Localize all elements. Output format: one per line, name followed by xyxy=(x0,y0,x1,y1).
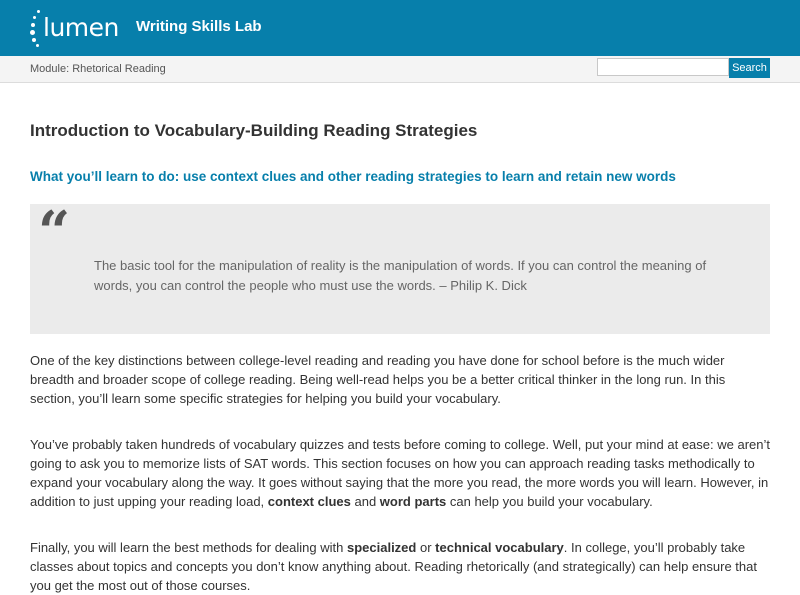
paragraph-vocabulary xyxy=(30,435,772,511)
lumen-logo[interactable] xyxy=(30,10,119,48)
paragraph-text: . In college, you’ll probably take classes about topics and concepts you don’t know anything about. Reading rhetorically (and strategically) can help ensure that you get the most out of those courses. xyxy=(30,540,757,593)
term-specialized: specialized xyxy=(346,540,417,555)
blockquote xyxy=(30,199,770,334)
page-title: Introduction to Vocabulary-Building Reading Strategies xyxy=(30,121,478,140)
term-technical-vocabulary: technical vocabulary xyxy=(435,540,564,555)
quote-icon: “ xyxy=(38,199,71,265)
logo-text: lumen xyxy=(43,13,119,42)
search-button[interactable]: Search xyxy=(729,58,770,78)
paragraph-text: and xyxy=(350,494,380,509)
term-word-parts: word parts xyxy=(379,494,447,509)
module-breadcrumb[interactable]: Module: Rhetorical Reading xyxy=(30,63,166,75)
term-context-clues: context clues xyxy=(267,494,351,509)
top-header xyxy=(0,0,800,56)
logo-dots-icon xyxy=(30,10,42,48)
quote-text: The basic tool for the manipulation of reality is the manipulation of words. If you can control the meaning of words, you can control the people who must use the words. – Philip K. Dick xyxy=(94,258,707,293)
paragraph-intro: One of the key distinctions between college-level reading and reading you have done for school before is the much wider breadth and broader scope of college reading. Being well-read helps you be a better critical thinker in the long run. In this section, you’ll learn some specific strategies for helping you build your vocabulary. xyxy=(30,353,726,406)
paragraph-text: You’ve probably taken hundreds of vocabulary quizzes and tests before coming to college. Well, put your mind at ease: we aren’t going to ask you to memorize lists of SAT words. This section focuses on how you can approach reading tasks methodically to expand your vocabulary along the way. It goes without saying that the more you read, the more words you will learn. However, in addition to just upping your reading load, xyxy=(30,437,770,509)
search-input[interactable] xyxy=(597,58,729,76)
breadcrumb-bar xyxy=(0,56,800,83)
paragraph-text: can help you build your vocabulary. xyxy=(446,494,653,509)
paragraph-specialized xyxy=(30,538,772,595)
course-title[interactable]: Writing Skills Lab xyxy=(136,18,262,35)
paragraph-text: or xyxy=(416,540,436,555)
learning-outcome-heading: What you’ll learn to do: use context clues and other reading strategies to learn and retain new words xyxy=(30,169,676,184)
paragraph-text: Finally, you will learn the best methods for dealing with xyxy=(30,540,347,555)
